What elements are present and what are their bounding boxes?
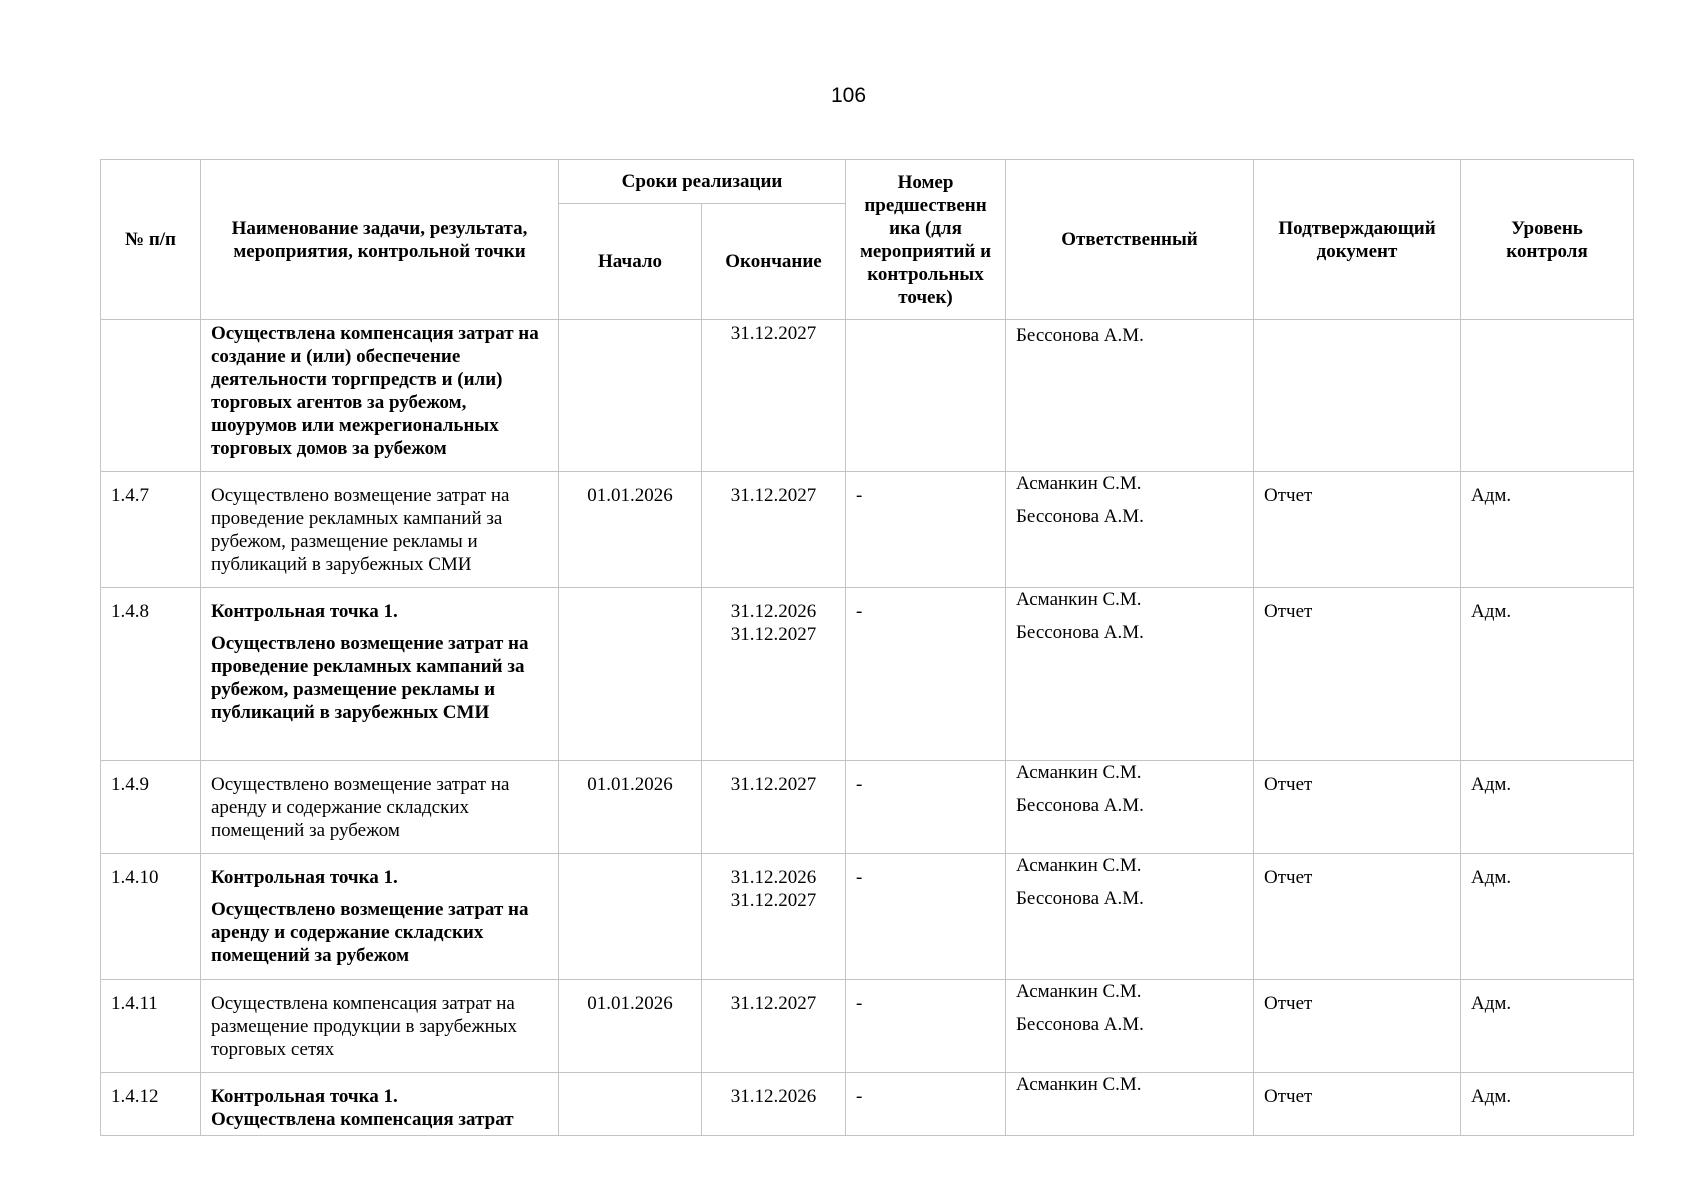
row-num: 1.4.12: [101, 1073, 201, 1136]
row-end: 31.12.2027: [702, 980, 846, 1073]
responsible-name: Бессонова А.М.: [1016, 888, 1144, 909]
row-control: Адм.: [1461, 472, 1634, 588]
row-start: [559, 1073, 702, 1136]
row-start: [559, 854, 702, 980]
responsible-name: Асманкин С.М.: [1016, 762, 1142, 783]
row-predecessor: -: [846, 761, 1006, 854]
row-name: Осуществлено возмещение затрат на проведение рекламных кампаний за рубежом, размещение рекламы и публикаций в зарубежных СМИ: [201, 472, 559, 588]
control-point-label: Контрольная точка 1.: [211, 601, 398, 622]
row-end: 31.12.2027: [702, 320, 846, 472]
table-row: [101, 854, 1634, 980]
control-point-label: Контрольная точка 1.: [211, 867, 398, 888]
row-document: Отчет: [1254, 980, 1461, 1073]
row-start: 01.01.2026: [559, 980, 702, 1073]
end-date: 31.12.2027: [730, 890, 817, 911]
row-start: 01.01.2026: [559, 761, 702, 854]
row-num: 1.4.8: [101, 588, 201, 761]
page-number: 106: [830, 84, 867, 107]
responsible-name: Бессонова А.М.: [1016, 795, 1144, 816]
responsible-name: Асманкин С.М.: [1016, 981, 1142, 1002]
row-document: [1254, 320, 1461, 472]
row-responsible: [1006, 854, 1254, 980]
row-predecessor: -: [846, 980, 1006, 1073]
control-point-label: Контрольная точка 1.: [211, 1086, 398, 1107]
row-document: Отчет: [1254, 472, 1461, 588]
header-start: Начало: [559, 204, 702, 320]
row-start: [559, 320, 702, 472]
responsible-name: Асманкин С.М.: [1016, 589, 1142, 610]
header-document: Подтверждающий документ: [1254, 160, 1461, 320]
responsible-name: Бессонова А.М.: [1016, 1014, 1144, 1035]
row-responsible: [1006, 980, 1254, 1073]
row-start: 01.01.2026: [559, 472, 702, 588]
row-responsible: [1006, 588, 1254, 761]
row-document: Отчет: [1254, 1073, 1461, 1136]
row-responsible: [1006, 761, 1254, 854]
row-predecessor: -: [846, 588, 1006, 761]
header-name: Наименование задачи, результата, мероприятия, контрольной точки: [201, 160, 559, 320]
row-control: Адм.: [1461, 854, 1634, 980]
row-name: [201, 854, 559, 980]
row-end: 31.12.2027: [702, 761, 846, 854]
row-name: [201, 320, 559, 472]
table-row: [101, 320, 1634, 472]
row-responsible: [1006, 1073, 1254, 1136]
row-responsible: [1006, 472, 1254, 588]
row-control: Адм.: [1461, 588, 1634, 761]
row-start: [559, 588, 702, 761]
row-name-bold: Осуществлено возмещение затрат на проведение рекламных кампаний за рубежом, размещение рекламы и публикаций в зарубежных СМИ: [211, 633, 529, 723]
row-predecessor: -: [846, 854, 1006, 980]
responsible-name: Асманкин С.М.: [1016, 855, 1142, 876]
row-control: Адм.: [1461, 980, 1634, 1073]
table-row: [101, 472, 1634, 588]
end-date: 31.12.2026: [730, 601, 817, 622]
row-name-bold: Осуществлена компенсация затрат: [211, 1109, 514, 1130]
row-num: 1.4.7: [101, 472, 201, 588]
row-predecessor: [846, 320, 1006, 472]
responsible-name: Асманкин С.М.: [1016, 473, 1142, 494]
plan-table: [100, 159, 1634, 1136]
responsible-name: Бессонова А.М.: [1016, 622, 1144, 643]
responsible-name: Бессонова А.М.: [1016, 325, 1144, 346]
responsible-name: Асманкин С.М.: [1016, 1074, 1142, 1095]
header-responsible: Ответственный: [1006, 160, 1254, 320]
row-document: Отчет: [1254, 588, 1461, 761]
row-end: 31.12.2027: [702, 472, 846, 588]
header-predecessor: Номер предшественн ика (для мероприятий и контрольных точек): [846, 160, 1006, 320]
row-control: [1461, 320, 1634, 472]
row-name: [201, 1073, 559, 1136]
header-num: № п/п: [101, 160, 201, 320]
row-name: Осуществлена компенсация затрат на размещение продукции в зарубежных торговых сетях: [201, 980, 559, 1073]
row-end: [702, 588, 846, 761]
row-predecessor: -: [846, 472, 1006, 588]
header-end: Окончание: [702, 204, 846, 320]
row-name-bold: Осуществлена компенсация затрат на создание и (или) обеспечение деятельности торгпредств и (или) торговых агентов за рубежом, шоурумов или межрегиональных торговых домов за рубежом: [211, 323, 539, 459]
table-row: [101, 588, 1634, 761]
header-terms: Сроки реализации: [559, 160, 846, 204]
row-control: Адм.: [1461, 761, 1634, 854]
row-end: [702, 854, 846, 980]
table-row: [101, 980, 1634, 1073]
row-num: [101, 320, 201, 472]
row-num: 1.4.10: [101, 854, 201, 980]
row-name-bold: Осуществлено возмещение затрат на аренду и содержание складских помещений за рубежом: [211, 899, 529, 966]
responsible-name: Бессонова А.М.: [1016, 506, 1144, 527]
row-name: Осуществлено возмещение затрат на аренду и содержание складских помещений за рубежом: [201, 761, 559, 854]
row-name: [201, 588, 559, 761]
end-date: 31.12.2027: [730, 624, 817, 645]
row-control: Адм.: [1461, 1073, 1634, 1136]
row-num: 1.4.11: [101, 980, 201, 1073]
row-document: Отчет: [1254, 761, 1461, 854]
row-document: Отчет: [1254, 854, 1461, 980]
header-control: Уровень контроля: [1461, 160, 1634, 320]
row-num: 1.4.9: [101, 761, 201, 854]
row-end: 31.12.2026: [702, 1073, 846, 1136]
table-row: [101, 1073, 1634, 1136]
end-date: 31.12.2026: [730, 867, 817, 888]
table-row: [101, 761, 1634, 854]
row-responsible: [1006, 320, 1254, 472]
row-predecessor: -: [846, 1073, 1006, 1136]
